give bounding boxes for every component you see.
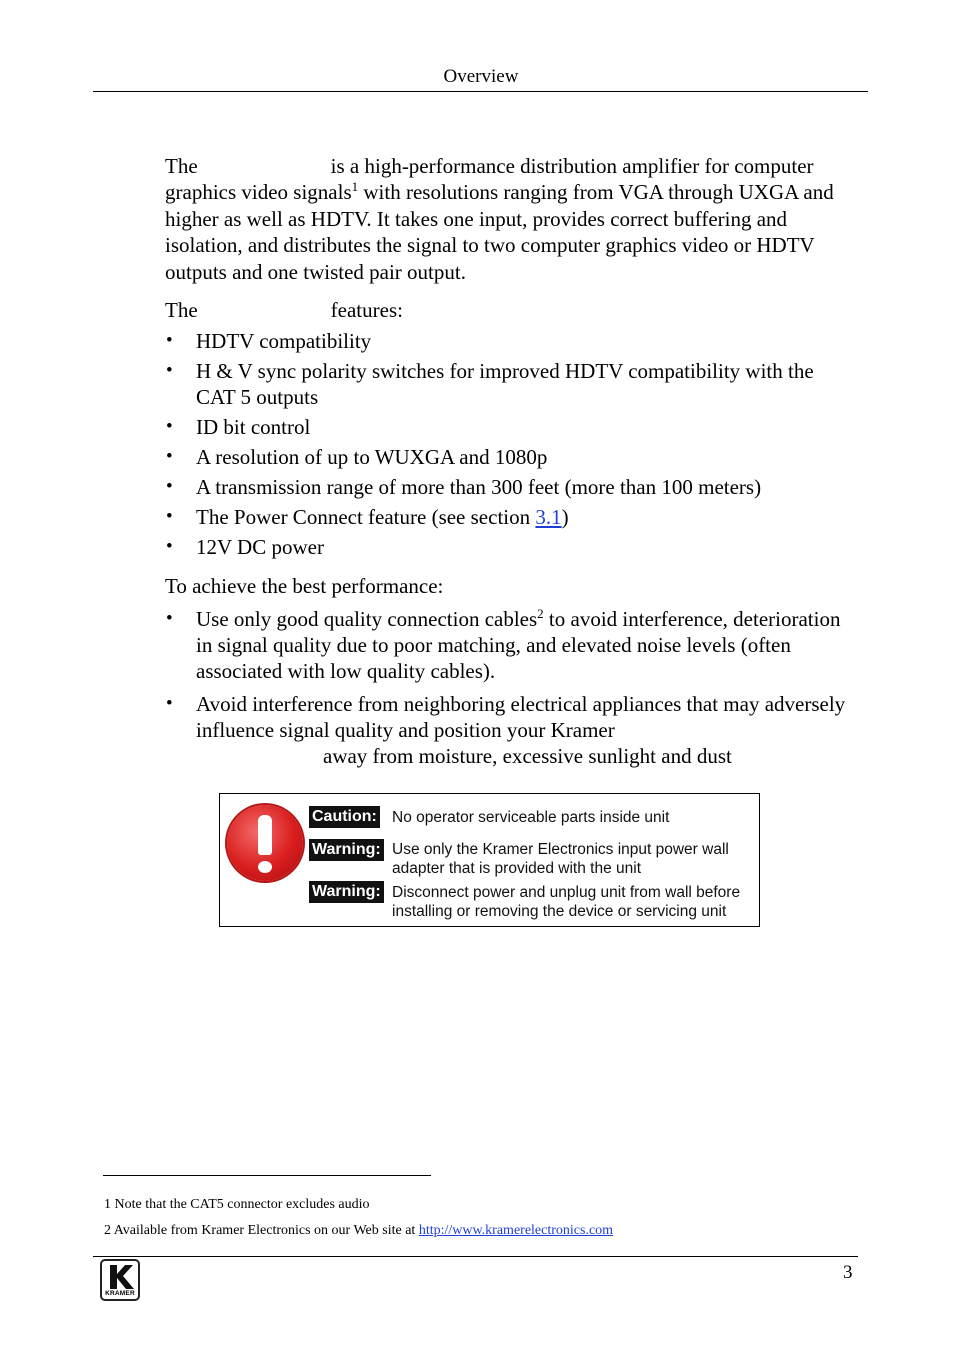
intro-line1: is a high-performance distribution amplifier for computer xyxy=(330,154,814,178)
caution-warning-box xyxy=(219,793,760,927)
features-list xyxy=(165,328,855,564)
footnote-divider xyxy=(103,1175,431,1176)
list-item: • 12V DC power xyxy=(165,534,855,560)
cables-text: Use only good quality connection cables xyxy=(196,607,538,631)
exclamation-warning-icon xyxy=(227,805,303,881)
warning-text-disconnect: Disconnect power and unplug unit from wall before installing or removing the device or servicing unit xyxy=(392,884,741,920)
list-item: • H & V sync polarity switches for improved HDTV compatibility with the CAT 5 outputs xyxy=(165,358,855,410)
power-connect-text: The Power Connect feature (see section xyxy=(196,505,536,529)
kramer-logo xyxy=(100,1259,140,1301)
intro-line2-pre: graphics video signals xyxy=(165,180,352,205)
header-divider xyxy=(93,91,868,92)
features-intro xyxy=(165,297,403,323)
performance-intro: To achieve the best performance: xyxy=(165,574,444,598)
intro-the: The xyxy=(165,154,198,178)
logo-text: KRAMER xyxy=(105,1290,135,1297)
list-item: • A transmission range of more than 300 feet (more than 100 meters) xyxy=(165,474,855,500)
caution-text: No operator serviceable parts inside unit xyxy=(392,809,670,826)
intro-paragraph xyxy=(165,153,865,285)
kramer-website-link[interactable]: http://www.kramerelectronics.com xyxy=(418,1223,614,1238)
kramer-k-icon xyxy=(107,1264,135,1290)
warning-tag: Warning: xyxy=(309,839,384,861)
page-number: 3 xyxy=(843,1262,853,1283)
footnote-2 xyxy=(104,1223,613,1239)
interference-text: Avoid interference from neighboring electrical appliances that may adversely influence signal quality and position your Kramer xyxy=(196,692,846,742)
list-item: • HDTV compatibility xyxy=(165,328,855,354)
footnote-1: 1 Note that the CAT5 connector excludes audio xyxy=(104,1197,370,1212)
section-3-1-link[interactable]: 3.1 xyxy=(535,505,562,529)
power-connect-close: ) xyxy=(561,505,569,529)
intro-line2-post: with resolutions ranging from VGA through UXGA xyxy=(358,180,799,205)
list-item xyxy=(165,504,855,530)
footnote-2-text: 2 Available from Kramer Electronics on our Web site at xyxy=(104,1223,419,1238)
cables-text-rest: to avoid interference, deterioration in signal quality due to poor matching, and elevated noise levels (often associated with low quality cables). xyxy=(196,607,841,683)
performance-list xyxy=(165,606,860,773)
intro-rest: and higher as well as HDTV. It takes one input, provides correct buffering and isolation, and distributes the signal to two computer graphics video or HDTV outputs and one twisted pair output. xyxy=(165,180,834,284)
list-item xyxy=(165,691,860,769)
footnote-ref-2: 2 xyxy=(537,606,544,621)
list-item: • ID bit control xyxy=(165,414,855,440)
features-word: features: xyxy=(330,298,403,322)
interference-text-rest: away from moisture, excessive sunlight and dust xyxy=(323,744,732,768)
warning-tag: Warning: xyxy=(309,881,384,903)
caution-tag: Caution: xyxy=(309,806,380,828)
page-header: Overview xyxy=(443,66,519,87)
list-item xyxy=(165,606,860,684)
list-item: • A resolution of up to WUXGA and 1080p xyxy=(165,444,855,470)
features-the: The xyxy=(165,298,198,322)
warning-text-adapter: Use only the Kramer Electronics input power wall adapter that is provided with the unit xyxy=(392,841,729,877)
footnote-ref-1: 1 xyxy=(351,179,359,195)
footer-divider xyxy=(93,1256,858,1257)
